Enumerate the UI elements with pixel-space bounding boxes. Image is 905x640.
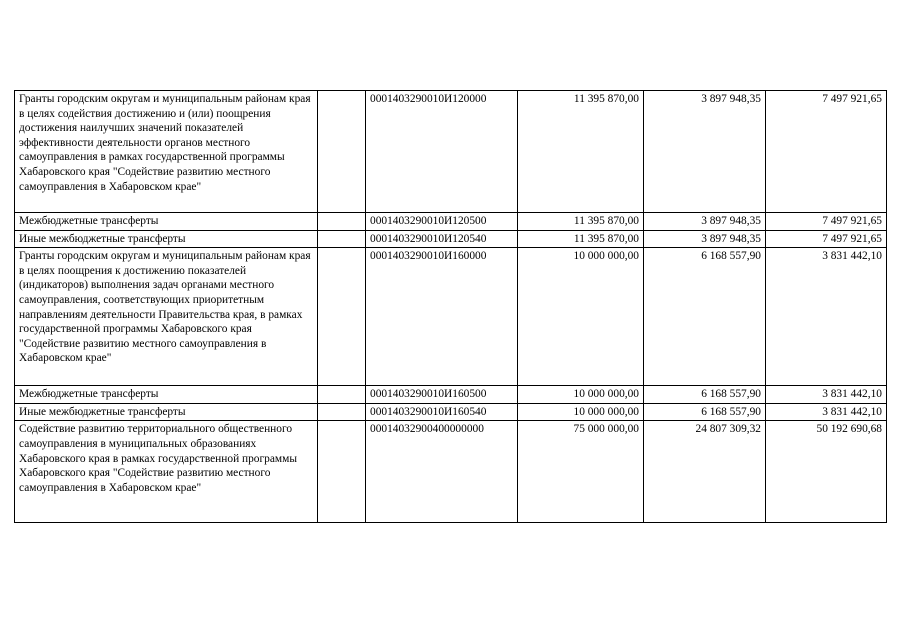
table-row	[15, 421, 887, 523]
row-remainder: 3 831 442,10	[766, 386, 887, 404]
blank-cell	[318, 403, 366, 421]
row-executed: 3 897 948,35	[644, 91, 766, 213]
row-remainder: 7 497 921,65	[766, 230, 887, 248]
row-planned: 10 000 000,00	[518, 248, 644, 386]
blank-cell	[318, 248, 366, 386]
row-planned: 11 395 870,00	[518, 213, 644, 231]
row-planned: 11 395 870,00	[518, 230, 644, 248]
row-remainder: 3 831 442,10	[766, 403, 887, 421]
row-planned: 11 395 870,00	[518, 91, 644, 213]
row-executed: 6 168 557,90	[644, 403, 766, 421]
row-planned: 75 000 000,00	[518, 421, 644, 523]
row-name: Межбюджетные трансферты	[15, 386, 318, 404]
row-code: 0001403290010И160000	[366, 248, 518, 386]
blank-cell	[318, 213, 366, 231]
row-remainder: 7 497 921,65	[766, 91, 887, 213]
row-remainder: 7 497 921,65	[766, 213, 887, 231]
blank-cell	[318, 386, 366, 404]
row-executed: 3 897 948,35	[644, 230, 766, 248]
blank-cell	[318, 421, 366, 523]
row-code: 0001403290010И160500	[366, 386, 518, 404]
blank-cell	[318, 230, 366, 248]
row-name: Иные межбюджетные трансферты	[15, 403, 318, 421]
row-code: 0001403290010И160540	[366, 403, 518, 421]
table-row	[15, 248, 887, 386]
row-remainder: 3 831 442,10	[766, 248, 887, 386]
row-executed: 6 168 557,90	[644, 386, 766, 404]
row-planned: 10 000 000,00	[518, 386, 644, 404]
row-executed: 3 897 948,35	[644, 213, 766, 231]
row-remainder: 50 192 690,68	[766, 421, 887, 523]
row-executed: 24 807 309,32	[644, 421, 766, 523]
table-row	[15, 91, 887, 213]
table-row	[15, 403, 887, 421]
row-code: 0001403290010И120540	[366, 230, 518, 248]
blank-cell	[318, 91, 366, 213]
row-name: Содействие развитию территориального общественного самоуправления в муниципальных образованиях Хабаровского края в рамках государственной программы Хабаровского края "Содействие развитию местного самоуправления в Хабаровском крае"	[15, 421, 318, 523]
row-name: Межбюджетные трансферты	[15, 213, 318, 231]
row-code: 0001403290010И120000	[366, 91, 518, 213]
row-name: Гранты городским округам и муниципальным районам края в целях содействия достижению и (или) поощрения достижения наилучших значений показателей эффективности деятельности органов местного самоуправления в рамках государственной программы Хабаровского края "Содействие развитию местного самоуправления в Хабаровском крае"	[15, 91, 318, 213]
row-code: 0001403290010И120500	[366, 213, 518, 231]
row-name: Иные межбюджетные трансферты	[15, 230, 318, 248]
table-row	[15, 230, 887, 248]
budget-execution-table	[14, 90, 887, 523]
table-row	[15, 386, 887, 404]
row-planned: 10 000 000,00	[518, 403, 644, 421]
table-row	[15, 213, 887, 231]
row-name: Гранты городским округам и муниципальным районам края в целях поощрения к достижению показателей (индикаторов) выполнения задач органами местного самоуправления, соответствующих приоритетным направлениям деятельности Правительства края, в рамках государственной программы Хабаровского края "Содействие развитию местного самоуправления в Хабаровском крае"	[15, 248, 318, 386]
row-code: 00014032900400000000	[366, 421, 518, 523]
row-executed: 6 168 557,90	[644, 248, 766, 386]
